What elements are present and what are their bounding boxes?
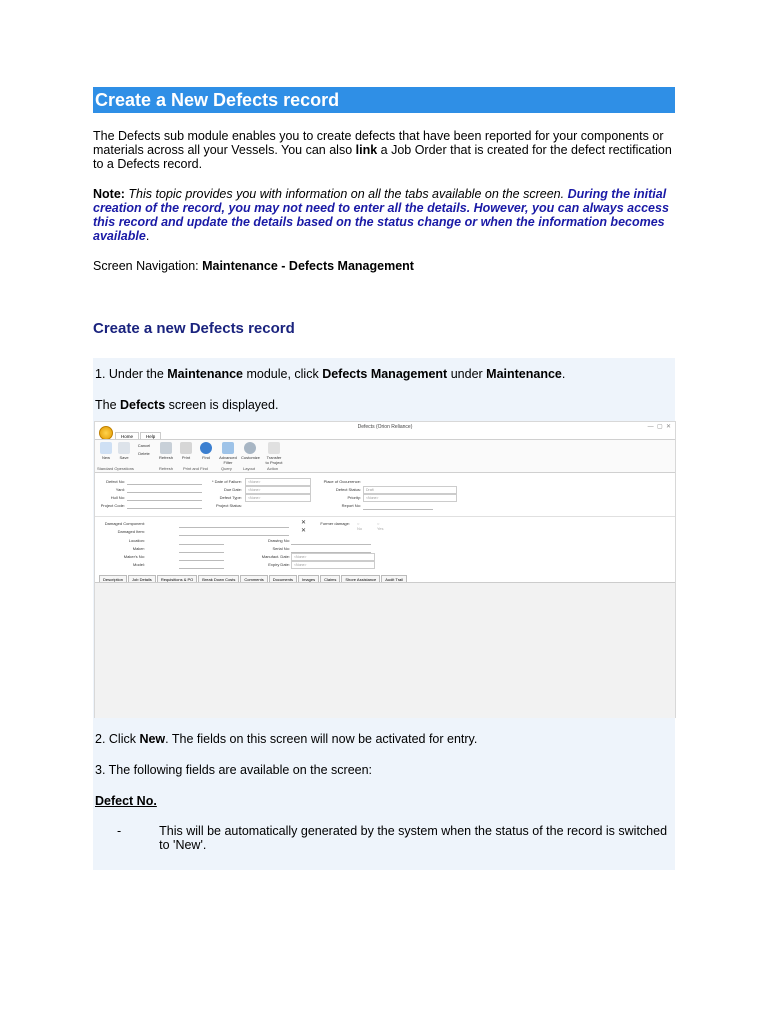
label-model: Model:	[132, 562, 145, 567]
damaged-component-field[interactable]	[179, 522, 289, 528]
intro-link-word: link	[355, 143, 378, 157]
refresh-button[interactable]	[157, 442, 175, 460]
note-italic-text: This topic provides you with information on all the tabs available on the screen.	[124, 187, 568, 201]
clear-component-icon[interactable]: ✕	[301, 520, 307, 526]
nav-label: Screen Navigation:	[93, 259, 203, 273]
defect-type-select[interactable]: <None>	[245, 494, 311, 502]
find-icon	[200, 442, 212, 454]
new-button[interactable]	[97, 442, 115, 460]
former-damage-no-radio[interactable]: ○ No	[357, 521, 363, 531]
s1b: Maintenance	[167, 367, 243, 381]
transfer-button[interactable]	[265, 442, 283, 465]
new-label: New	[101, 455, 110, 460]
advanced-filter-label: Advanced Filter	[219, 455, 237, 465]
group-action: Action	[267, 466, 279, 471]
expiry-date-picker[interactable]: <None>	[291, 561, 375, 569]
find-button[interactable]	[197, 442, 215, 460]
tab-job-details[interactable]: Job Details	[128, 575, 156, 584]
print-button[interactable]	[177, 442, 195, 460]
label-defect-type: Defect Type:	[219, 495, 242, 500]
note-emphasis: During the initial creation of the record, you may not need to enter all the details. However, you can always access this record and update the details based on the status change or when the information becomes available	[93, 187, 669, 243]
manufact-date-picker[interactable]: <None>	[291, 553, 375, 561]
print-label: Print	[181, 455, 191, 460]
bullet-dash: -	[117, 824, 122, 838]
s1e: under	[447, 367, 487, 381]
window-title: Defects (Orion Reliance)	[357, 424, 413, 430]
label-hull-no: Hull No:	[110, 495, 125, 500]
print-icon	[180, 442, 192, 454]
s2b: New	[139, 732, 166, 746]
find-label: Find	[202, 455, 210, 460]
label-place-of-occurrence: Place of Occurrence:	[323, 479, 361, 484]
nav-path: Maintenance - Defects Management	[202, 259, 414, 273]
refresh-label: Refresh	[158, 455, 173, 460]
transfer-icon	[268, 442, 280, 454]
ribbon	[95, 439, 675, 473]
label-project-code: Project Code:	[100, 503, 125, 508]
report-no-field[interactable]	[363, 504, 433, 510]
intro-text-2: a Job Order that is created for the defect rectification to a Defects record.	[93, 143, 672, 171]
note-label: Note:	[93, 187, 125, 201]
label-maker: Maker:	[132, 546, 145, 551]
label-defect-status: Defect Status:	[335, 487, 361, 492]
step-2	[95, 732, 477, 746]
label-serial-no: Serial No:	[272, 546, 290, 551]
steps-panel	[93, 358, 675, 870]
makers-no-field[interactable]	[179, 555, 224, 561]
step-3: 3. The following fields are available on the screen:	[95, 763, 373, 777]
tab-requisitions[interactable]: Requisitions & PO	[157, 575, 197, 584]
refresh-icon	[160, 442, 172, 454]
cancel-label: Cancel	[137, 443, 151, 448]
transfer-label: Transfer to Project	[265, 455, 283, 465]
bullet-item	[93, 824, 671, 852]
group-layout: Layout	[243, 466, 256, 471]
due-date-picker[interactable]: <None>	[245, 486, 311, 494]
s1g: .	[561, 367, 566, 381]
screen-navigation	[93, 259, 675, 273]
priority-select[interactable]: <None>	[363, 494, 457, 502]
drawing-no-field[interactable]	[291, 539, 371, 545]
s2a: 2. Click	[95, 732, 140, 746]
group-query: Query	[221, 466, 232, 471]
filter-icon	[222, 442, 234, 454]
save-label: Save	[119, 455, 129, 460]
s1r-b: Defects	[120, 398, 166, 412]
tab-description[interactable]: Description	[99, 575, 127, 584]
intro-paragraph	[93, 129, 675, 171]
note-end: .	[145, 229, 150, 243]
page-title: Create a New Defects record	[93, 87, 675, 113]
model-field[interactable]	[179, 563, 224, 569]
customize-button[interactable]	[241, 442, 259, 460]
step-1	[95, 367, 565, 381]
divider	[95, 516, 675, 517]
former-damage-yes-radio[interactable]: ○ Yes	[377, 521, 384, 531]
tab-break-down-costs[interactable]: Break Down Costs	[198, 575, 239, 584]
tab-documents[interactable]: Documents	[269, 575, 297, 584]
clear-item-icon[interactable]: ✕	[301, 528, 307, 534]
defects-screenshot	[94, 421, 676, 718]
option-yes: Yes	[377, 526, 384, 531]
label-priority: Priority:	[347, 495, 361, 500]
tab-images[interactable]: Images	[298, 575, 319, 584]
group-refresh: Refresh	[159, 466, 174, 471]
app-logo-icon[interactable]	[99, 426, 113, 440]
s2c: . The fields on this screen will now be activated for entry.	[165, 732, 478, 746]
tab-claims[interactable]: Claims	[320, 575, 340, 584]
cancel-button[interactable]	[135, 443, 153, 448]
field-heading-defect-no: Defect No.	[95, 794, 157, 808]
label-report-no: Report No:	[341, 503, 361, 508]
label-date-of-failure: * Date of Failure:	[211, 479, 242, 484]
section-heading: Create a new Defects record	[93, 320, 295, 337]
s1c: module, click	[242, 367, 323, 381]
s1a: 1. Under the	[95, 367, 168, 381]
tab-home[interactable]: Home	[115, 432, 139, 440]
label-location: Location:	[128, 538, 145, 543]
intro-text-1: The Defects sub module enables you to create defects that have been reported for your components or materials across all your Vessels. You can also	[93, 129, 664, 157]
delete-label: Delete	[138, 451, 150, 456]
label-project-status: Project Status:	[215, 503, 242, 508]
s1r-c: screen is displayed.	[165, 398, 279, 412]
s1d: Defects Management	[322, 367, 448, 381]
label-expiry-date: Expiry Date:	[268, 562, 290, 567]
option-no: No	[357, 526, 363, 531]
save-button[interactable]	[115, 442, 133, 460]
group-standard-operations: Standard Operations	[97, 466, 134, 471]
customize-icon	[244, 442, 256, 454]
label-due-date: Due Date:	[223, 487, 242, 492]
group-print-find: Print and Find	[183, 466, 208, 471]
delete-button[interactable]	[135, 451, 153, 456]
new-icon	[100, 442, 112, 454]
label-drawing-no: Drawing No:	[267, 538, 290, 543]
label-manufact-date: Manufact. Date:	[261, 554, 290, 559]
label-makers-no: Maker's No:	[123, 554, 145, 559]
customize-label: Customize	[241, 455, 260, 460]
document-page	[93, 87, 675, 852]
advanced-filter-button[interactable]	[219, 442, 237, 465]
location-field[interactable]	[179, 539, 224, 545]
date-of-failure-picker[interactable]: <None>	[245, 478, 311, 486]
tab-audit-trail[interactable]: Audit Trail	[381, 575, 407, 584]
defect-status-select[interactable]: Draft	[363, 486, 457, 494]
save-icon	[118, 442, 130, 454]
note-paragraph	[93, 187, 675, 243]
s1r-a: The	[95, 398, 121, 412]
label-damaged-item: Damaged Item:	[117, 529, 145, 534]
step-1-result	[95, 398, 278, 412]
window-controls[interactable]: — ▢ ✕	[647, 424, 671, 430]
label-defect-no: Defect No:	[106, 479, 125, 484]
tab-shore-assistance[interactable]: Shore Assistance	[341, 575, 380, 584]
label-yard: Yard:	[115, 487, 125, 492]
tab-content-area	[95, 582, 675, 718]
tab-comments[interactable]: Comments	[240, 575, 267, 584]
label-former-damage: Former damage:	[320, 521, 350, 526]
s1f: Maintenance	[486, 367, 562, 381]
tab-help[interactable]: Help	[140, 432, 161, 440]
label-damaged-component: Damaged Component:	[104, 521, 145, 526]
damaged-item-field[interactable]	[179, 530, 289, 536]
maker-field[interactable]	[179, 547, 224, 553]
bullet-text: This will be automatically generated by the system when the status of the record is switched to 'New'.	[159, 824, 668, 852]
